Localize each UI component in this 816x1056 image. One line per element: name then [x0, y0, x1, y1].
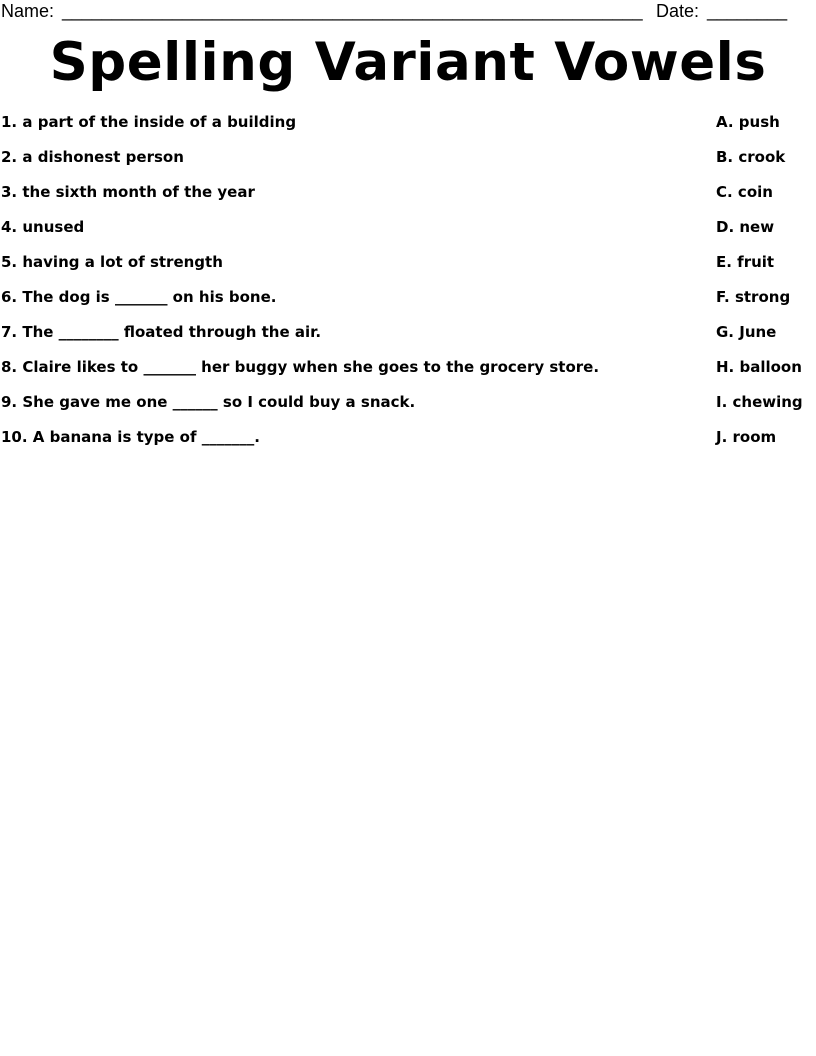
matching-row — [0, 287, 816, 322]
clue-text: 8. Claire likes to _______ her buggy when she goes to the grocery store. — [1, 358, 600, 376]
matching-row — [0, 322, 816, 357]
matching-row — [0, 427, 816, 462]
date-blank: ________ — [707, 1, 788, 21]
worksheet-title: Spelling Variant Vowels — [49, 32, 767, 93]
answer-option: C. coin — [716, 183, 773, 201]
date-label: Date: — [656, 1, 700, 21]
answer-option: E. fruit — [716, 253, 775, 271]
matching-row — [0, 357, 816, 392]
answer-option: F. strong — [716, 288, 791, 306]
matching-row — [0, 217, 816, 252]
clue-text: 4. unused — [1, 218, 85, 236]
clue-text: 2. a dishonest person — [1, 148, 184, 166]
clue-text: 7. The ________ floated through the air. — [1, 323, 322, 341]
header-line — [0, 0, 816, 24]
clue-text: 3. the sixth month of the year — [1, 183, 255, 201]
clue-text: 5. having a lot of strength — [1, 253, 223, 271]
clue-text: 6. The dog is _______ on his bone. — [1, 288, 277, 306]
matching-row — [0, 147, 816, 182]
answer-option: I. chewing — [716, 393, 803, 411]
answer-option: B. crook — [716, 148, 786, 166]
answer-option: H. balloon — [716, 358, 802, 376]
clue-text: 10. A banana is type of _______. — [1, 428, 260, 446]
name-label: Name: — [1, 1, 55, 21]
matching-list — [0, 112, 816, 462]
clue-text: 1. a part of the inside of a building — [1, 113, 297, 131]
answer-option: D. new — [716, 218, 775, 236]
clue-text: 9. She gave me one ______ so I could buy a snack. — [1, 393, 416, 411]
matching-row — [0, 182, 816, 217]
matching-row — [0, 252, 816, 287]
answer-option: J. room — [716, 428, 777, 446]
matching-row — [0, 392, 816, 427]
answer-option: G. June — [716, 323, 777, 341]
answer-option: A. push — [716, 113, 780, 131]
matching-row — [0, 112, 816, 147]
name-blank: __________________________________________________________ — [62, 1, 643, 21]
